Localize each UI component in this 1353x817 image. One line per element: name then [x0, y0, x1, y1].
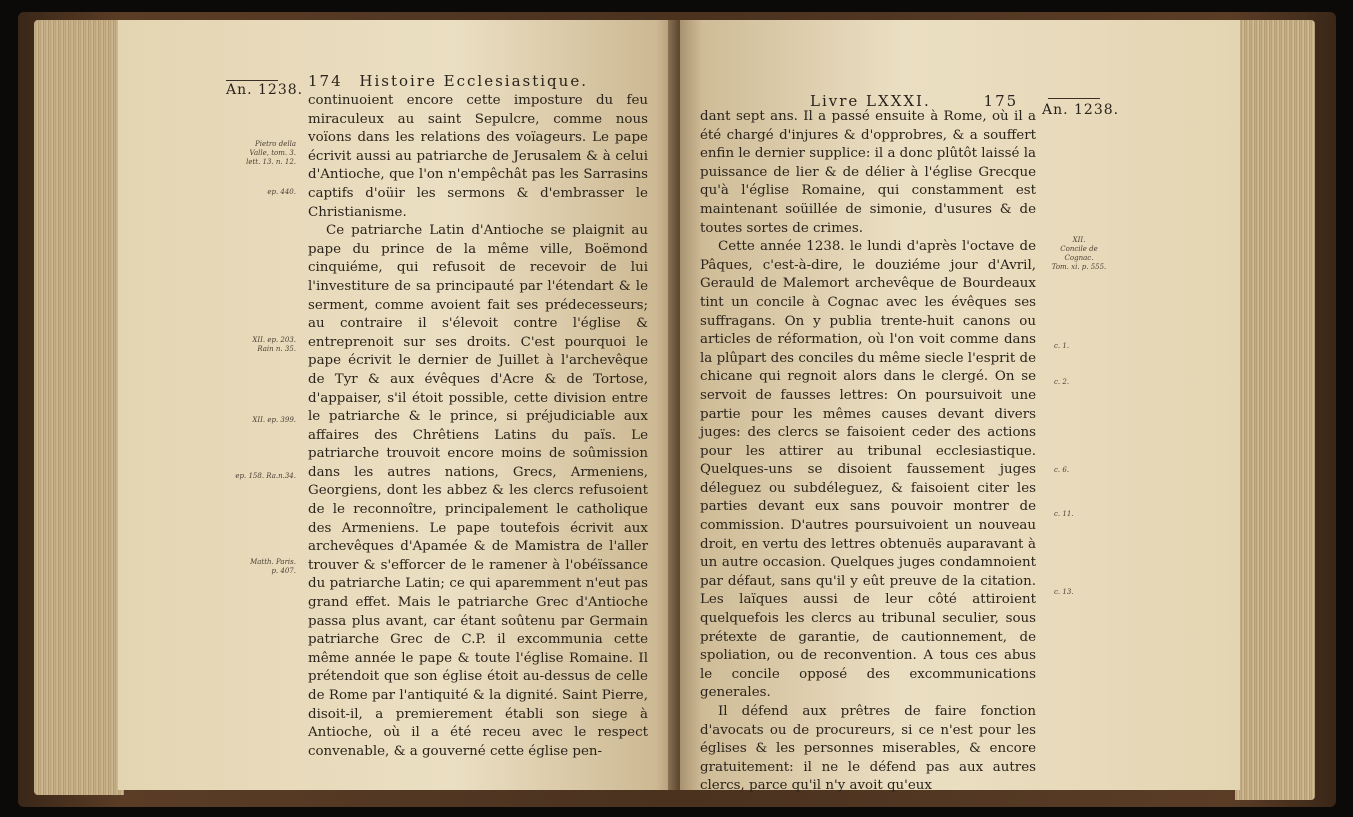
- left-page-title: Histoire Ecclesiastique.: [359, 72, 588, 90]
- right-margin-note: c. 6.: [1054, 466, 1070, 474]
- right-margin-note: c. 11.: [1054, 510, 1074, 518]
- left-year-marker: An. 1238.: [226, 82, 304, 98]
- right-paragraph-2: Cette année 1238. le lundi d'après l'octave de Pâques, c'est-à-dire, le douziéme jour d'Avril, Gerauld de Malemort archevêque de Bourdeaux tint un concile à Cognac avec les évêques ses suffragans. On y publia trente-huit canons ou articles de réformation, où l'on voit comme dans la plûpart des conciles du même siecle l'esprit de chicane qui regnoit alors dans le clergé. On se servoit de fausses lettres: On poursuivoit une partie pour les mêmes causes devant divers juges: des clercs se faisoient ceder des actions pour les attirer au tribunal ecclesiastique. Quelques-uns se disoient faussement juges déleguez ou subdéleguez, & faisoient citer les parties devant eux sans pouvoir montrer de commission. D'autres poursuivoient un nouveau droit, en vertu des lettres obtenuës auparavant à un autre occasion. Quelques juges condamnoient par défaut, sans qu'il y eût preuve de la citation. Les laïques aussi de leur côté attiroient quelquefois les clercs au tribunal seculier, sous prétexte de garantie, de cautionnement, de spoliation, ou de reconvention. A tous ces abus le concile opposé des excommunications generales.: [700, 239, 1036, 701]
- left-margin-note: XII. ep. 203. Rain n. 35.: [252, 336, 296, 353]
- left-year-rule: [226, 80, 278, 81]
- left-margin-note: ep. 158. Ra.n.34.: [235, 472, 296, 480]
- right-paragraph-1: dant sept ans. Il a passé ensuite à Rome, où il a été chargé d'injures & d'opprobres, & a souffert enfin le dernier supplice: il a donc plûtôt laissé la puissance de lier & de délier à l'église Grecque qu'à l'église Romaine, qui constamment est maintenant soüillée de simonie, d'usures & de toutes sortes de crimes.: [700, 109, 1036, 236]
- right-page-edges: [1235, 20, 1315, 800]
- left-paragraph-1: continuoient encore cette imposture du feu miraculeux au saint Sepulcre, comme nous voïons dans les relations des voïageurs. Le pape écrivit aussi au patriarche de Jerusalem & à celui d'Antioche, que l'on n'empêchât pas les Sarrasins captifs d'oüir les sermons & d'embrasser le Christianisme.: [308, 93, 648, 220]
- left-page-number: 174: [308, 72, 343, 90]
- right-margin-note: c. 13.: [1054, 588, 1074, 596]
- left-margin-note: XII. ep. 399.: [252, 416, 296, 424]
- left-margin-note: ep. 440.: [267, 188, 296, 196]
- right-year-marker: An. 1238.: [1042, 102, 1120, 118]
- right-page-title: Livre LXXXI.: [810, 92, 931, 110]
- left-running-head: [308, 72, 588, 90]
- left-page-edges: [34, 20, 124, 795]
- left-margin-note: Matth. Paris. p. 407.: [250, 558, 296, 575]
- right-margin-note: XII. Concile de Cognac. Tom. xi. p. 555.: [1051, 236, 1107, 271]
- right-paragraph-3: Il défend aux prêtres de faire fonction d'avocats ou de procureurs, si ce n'est pour les églises & les personnes miserables, & encore gratuitement: il ne le défend pas aux autres clercs, parce qu'il n'y avoit qu'eux: [700, 704, 1036, 794]
- right-year-rule: [1048, 98, 1100, 99]
- left-paragraph-2: Ce patriarche Latin d'Antioche se plaignit au pape du prince de la même ville, Boëmond cinquiéme, qui refusoit de recevoir de lui l'investiture de sa principauté par l'étendart & le serment, comme avoient fait ses prédecesseurs; au contraire il s'élevoit contre l'église & entreprenoit sur ses droits. C'est pourquoi le pape écrivit le dernier de Juillet à l'archevêque de Tyr & aux évêques d'Acre & de Tortose, d'appaiser, s'il étoit possible, cette division entre le patriarche & le prince, si préjudiciable aux affaires des Chrêtiens Latins du païs. Le patriarche trouvoit encore moins de soûmission dans les autres nations, Grecs, Armeniens, Georgiens, dont les abbez & les clercs refusoient de le reconnoître, principalement le catholique des Armeniens. Le pape toutefois écrivit aux archevêques d'Apamée & de Mamistra de l'aller trouver & s'efforcer de le ramener à l'obéïssance du patriarche Latin; ce qui aparemment n'eut pas grand effet. Mais le patriarche Grec d'Antioche passa plus avant, car étant soûtenu par Germain patriarche Grec de C.P. il excommunia cette même année le pape & toute l'église Romaine. Il prétendoit que son église étoit au-dessus de celle de Rome par l'antiquité & la dignité. Saint Pierre, disoit-il, a premierement établi son siege à Antioche, où il a été receu avec le respect convenable, & a gouverné cette église pen-: [308, 223, 648, 759]
- right-margin-note: c. 1.: [1054, 342, 1070, 350]
- left-page: [118, 20, 678, 790]
- right-body-text: [700, 108, 1036, 796]
- left-body-text: [308, 92, 648, 761]
- left-margin-note: Pietro della Valle, tom. 3. lett. 13. n. 12.: [246, 140, 296, 166]
- right-margin-note: c. 2.: [1054, 378, 1070, 386]
- right-page: [680, 20, 1240, 794]
- right-page-number: 175: [983, 92, 1019, 110]
